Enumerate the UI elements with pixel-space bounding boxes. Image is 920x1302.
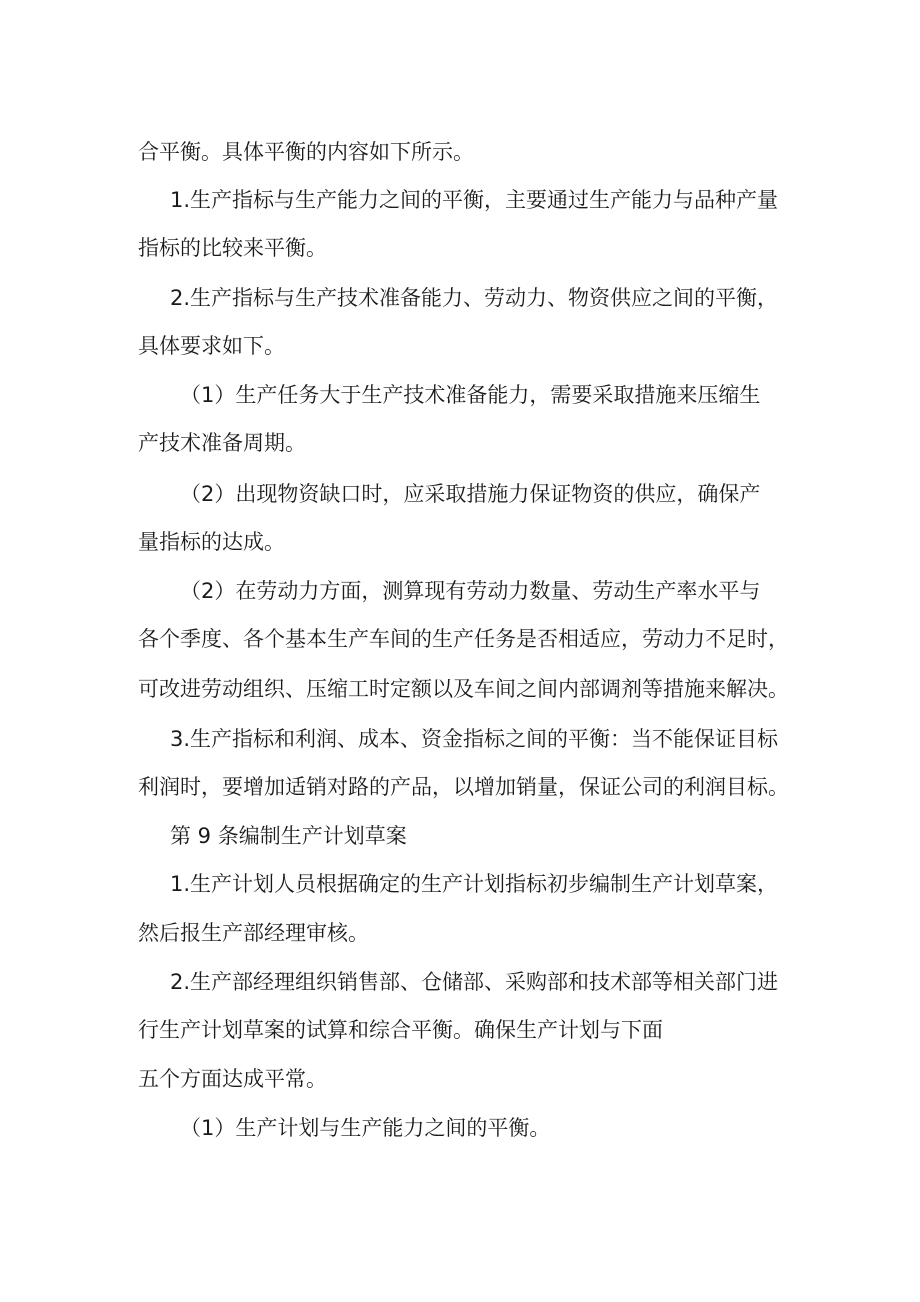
text-line: （1）生产计划与生产能力之间的平衡。 bbox=[180, 1116, 551, 1140]
text-line: 各个季度、各个基本生产车间的生产任务是否相适应，劳动力不足时， bbox=[138, 627, 789, 651]
text-line: 1.生产指标与生产能力之间的平衡，主要通过生产能力与品种产量 bbox=[170, 188, 779, 212]
text-line: 具体要求如下。 bbox=[138, 334, 285, 358]
text-line: 2.生产指标与生产技术准备能力、劳动力、物资供应之间的平衡， bbox=[170, 286, 779, 310]
text-line: 3.生产指标和利润、成本、资金指标之间的平衡：当不能保证目标 bbox=[170, 727, 779, 751]
text-line: 可改进劳动组织、压缩工时定额以及车间之间内部调剂等措施来解决。 bbox=[138, 677, 789, 701]
text-line: （2）出现物资缺口时，应采取措施力保证物资的供应，确保产 bbox=[180, 482, 761, 506]
text-line: 利润时，要增加适销对路的产品，以增加销量，保证公司的利润目标。 bbox=[138, 775, 789, 799]
text-line: 量指标的达成。 bbox=[138, 530, 285, 554]
text-line: （2）在劳动力方面，测算现有劳动力数量、劳动生产率水平与 bbox=[180, 579, 761, 603]
text-line: （1）生产任务大于生产技术准备能力，需要采取措施来压缩生 bbox=[180, 383, 761, 407]
text-line: 五个方面达成平常。 bbox=[138, 1067, 327, 1091]
text-line: 指标的比较来平衡。 bbox=[138, 236, 327, 260]
text-line: 合平衡。具体平衡的内容如下所示。 bbox=[138, 140, 474, 164]
text-line: 2.生产部经理组织销售部、仓储部、采购部和技术部等相关部门进 bbox=[170, 970, 779, 994]
section-heading: 第 9 条编制生产计划草案 bbox=[170, 824, 407, 848]
text-line: 行生产计划草案的试算和综合平衡。确保生产计划与下面 bbox=[138, 1018, 663, 1042]
text-line: 然后报生产部经理审核。 bbox=[138, 921, 369, 945]
text-line: 1.生产计划人员根据确定的生产计划指标初步编制生产计划草案， bbox=[170, 872, 779, 896]
text-line: 产技术准备周期。 bbox=[138, 431, 306, 455]
